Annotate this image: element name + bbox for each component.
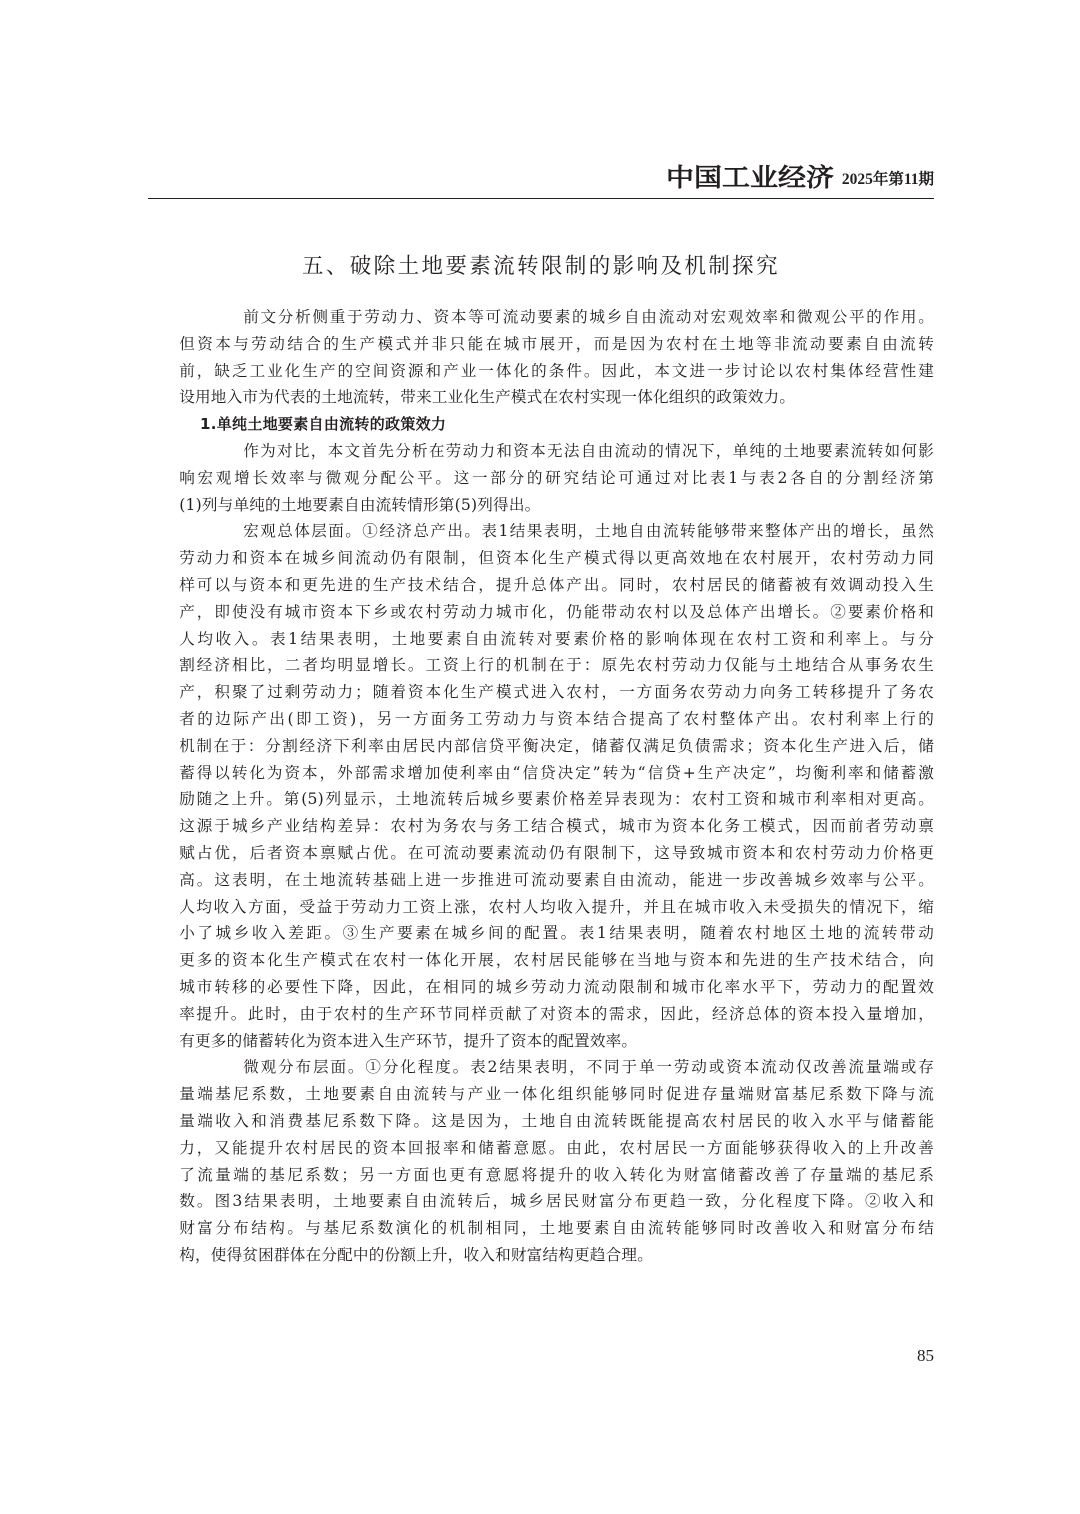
issue-label: 2025年第11期 — [841, 171, 934, 188]
text-line: 微观分布层面。①分化程度。表2结果表明，不同于单一劳动或资本流动仅改善流量端或存 — [243, 1058, 934, 1077]
text-line: 小了城乡收入差距。③生产要素在城乡间的配置。表1结果表明，随着农村地区土地的流转带动 — [179, 924, 934, 943]
text-line: 这源于城乡产业结构差异：农村为务农与务工结合模式，城市为资本化务工模式，因而前者劳动禀 — [179, 817, 934, 836]
text-line: 量端基尼系数，土地要素自由流转与产业一体化组织能够同时促进存量端财富基尼系数下降与流 — [179, 1085, 934, 1104]
text-line: 割经济相比，二者均明显增长。工资上行的机制在于：原先农村劳动力仅能与土地结合从事务农生 — [179, 656, 934, 675]
text-line: 了流量端的基尼系数；另一方面也更有意愿将提升的收入转化为财富储蓄改善了存量端的基尼系 — [179, 1165, 934, 1184]
text-line: 产，积聚了过剩劳动力；随着资本化生产模式进入农村，一方面务农劳动力向务工转移提升了务农 — [179, 683, 934, 702]
text-line: 前文分析侧重于劳动力、资本等可流动要素的城乡自由流动对宏观效率和微观公平的作用。 — [243, 308, 934, 326]
text-line: 有更多的储蓄转化为资本进入生产环节，提升了资本的配置效率。 — [179, 1031, 638, 1050]
text-line: 劳动力和资本在城乡间流动仍有限制，但资本化生产模式得以更高效地在农村展开，农村劳动力同 — [179, 549, 934, 568]
text-line: 人均收入。表1结果表明，土地要素自由流转对要素价格的影响体现在农村工资和利率上。与分 — [179, 629, 934, 648]
text-line: 财富分布结构。与基尼系数演化的机制相同，土地要素自由流转能够同时改善收入和财富分布结 — [179, 1219, 934, 1238]
text-line: 但资本与劳动结合的生产模式并非只能在城市展开，而是因为农村在土地等非流动要素自由流转 — [179, 334, 934, 353]
text-line: (1)列与单纯的土地要素自由流转情形第(5)列得出。 — [179, 495, 541, 514]
text-line: 赋占优，后者资本禀赋占优。在可流动要素流动仍有限制下，这导致城市资本和农村劳动力价格更 — [179, 843, 934, 862]
running-header — [148, 158, 934, 199]
text-line: 力，又能提升农村居民的资本回报率和储蓄意愿。由此，农村居民一方面能够获得收入的上升改善 — [179, 1138, 934, 1157]
text-line: 蓄得以转化为资本，外部需求增加使利率由“信贷决定”转为“信贷+生产决定”，均衡利率和储蓄激 — [179, 763, 934, 782]
paragraph-4 — [172, 1054, 934, 1268]
text-line: 励随之上升。第(5)列显示，土地流转后城乡要素价格差异表现为：农村工资和城市利率相对更高。 — [179, 790, 934, 809]
text-line: 设用地入市为代表的土地流转，带来工业化生产模式在农村实现一体化组织的政策效力。 — [179, 388, 796, 407]
article-body — [172, 304, 934, 1269]
text-line: 前，缺乏工业化生产的空间资源和产业一体化的条件。因此，本文进一步讨论以农村集体经营性建 — [179, 361, 934, 380]
text-line: 更多的资本化生产模式在农村一体化开展，农村居民能够在当地与资本和先进的生产技术结合，向 — [179, 951, 934, 970]
text-line: 机制在于：分割经济下利率由居民内部信贷平衡决定，储蓄仅满足负债需求；资本化生产进入后，储 — [179, 736, 934, 755]
text-line: 人均收入方面，受益于劳动力工资上涨，农村人均收入提升，并且在城市收入未受损失的情况下，缩 — [179, 897, 934, 916]
paragraph-3 — [172, 518, 934, 1054]
page-number: 85 — [917, 1346, 934, 1365]
paragraph-2 — [172, 438, 934, 518]
text-line: 者的边际产出(即工资)，另一方面务工劳动力与资本结合提高了农村整体产出。农村利率上行的 — [179, 709, 934, 728]
text-line: 样可以与资本和更先进的生产技术结合，提升总体产出。同时，农村居民的储蓄被有效调动投入生 — [179, 575, 934, 594]
section-title: 五、破除土地要素流转限制的影响及机制探究 — [301, 254, 780, 279]
journal-name: 中国工业经济 — [665, 163, 834, 192]
text-line: 产，即使没有城市资本下乡或农村劳动力城市化，仍能带动农村以及总体产出增长。②要素价格和 — [179, 602, 934, 621]
paragraph-1 — [172, 304, 934, 411]
text-line: 高。这表明，在土地流转基础上进一步推进可流动要素自由流动，能进一步改善城乡效率与公平。 — [179, 870, 934, 889]
subheading: 1.单纯土地要素自由流转的政策效力 — [200, 415, 447, 434]
text-line: 数。图3结果表明，土地要素自由流转后，城乡居民财富分布更趋一致，分化程度下降。②收入和 — [179, 1192, 934, 1211]
text-line: 城市转移的必要性下降，因此，在相同的城乡劳动力流动限制和城市化率水平下，劳动力的配置效 — [179, 977, 934, 996]
text-line: 响宏观增长效率与微观分配公平。这一部分的研究结论可通过对比表1与表2各自的分割经济第 — [179, 468, 934, 487]
text-line: 构，使得贫困群体在分配中的份额上升，收入和财富结构更趋合理。 — [179, 1245, 654, 1264]
text-line: 作为对比，本文首先分析在劳动力和资本无法自由流动的情况下，单纯的土地要素流转如何影 — [243, 441, 934, 460]
text-line: 量端收入和消费基尼系数下降。这是因为，土地自由流转既能提高农村居民的收入水平与储蓄能 — [179, 1111, 934, 1130]
text-line: 宏观总体层面。①经济总产出。表1结果表明，土地自由流转能够带来整体产出的增长，虽然 — [243, 522, 934, 541]
text-line: 率提升。此时，由于农村的生产环节同样贡献了对资本的需求，因此，经济总体的资本投入量增加， — [179, 1004, 934, 1023]
